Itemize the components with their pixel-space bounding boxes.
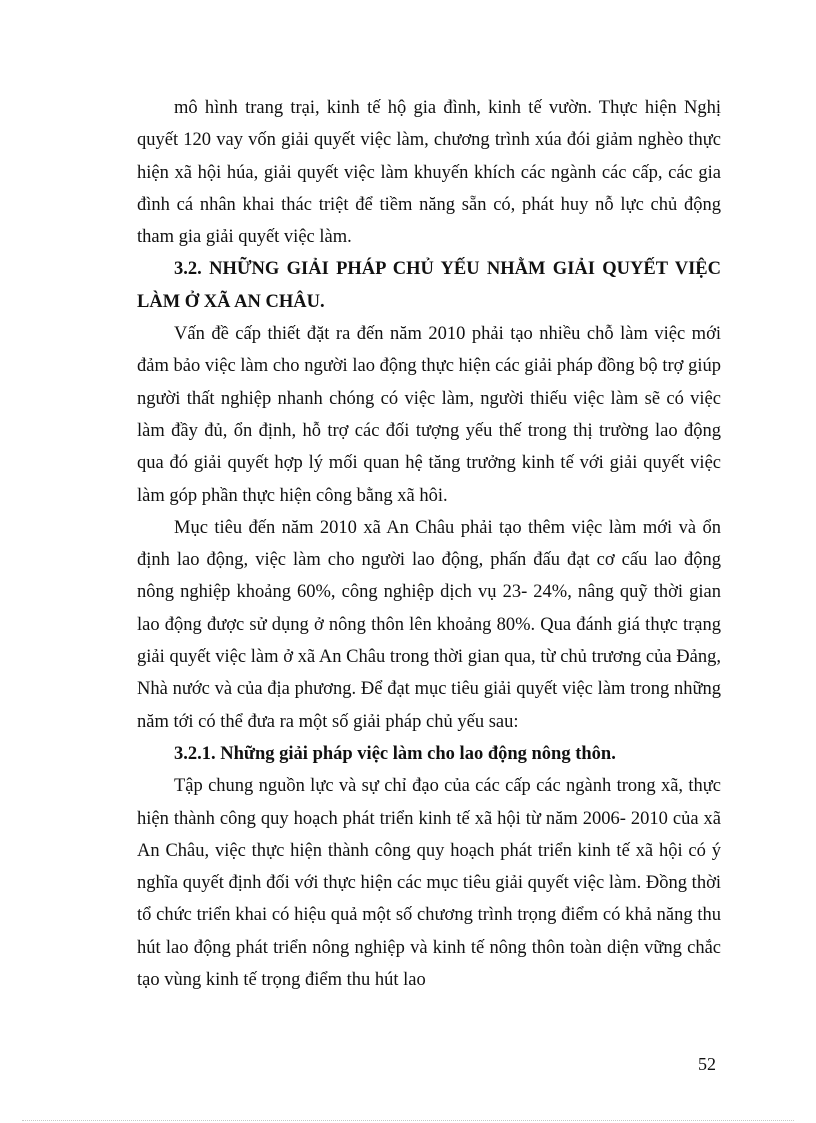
paragraph-intro: mô hình trang trại, kinh tế hộ gia đình, kinh tế vườn. Thực hiện Nghị quyết 120 vay vốn giải quyết việc làm, chương trình xúa đói giảm nghèo thực hiện xã hội húa, giải quyết việc làm khuyến khích các ngành các cấp, các gia đình cá nhân khai thác triệt để tiềm năng sẵn có, phát huy nỗ lực chủ động tham gia giải quyết việc làm. xyxy=(137,98,721,248)
page-number: 52 xyxy=(698,1054,716,1074)
paragraph-target-2010: Mục tiêu đến năm 2010 xã An Châu phải tạo thêm việc làm mới và ổn định lao động, việc làm cho người lao động, phấn đấu đạt cơ cấu lao động nông nghiệp khoảng 60%, công nghiệp dịch vụ 23- 24%, nâng quỹ thời gian lao động được sử dụng ở nông thôn lên khoảng 80%. Qua đánh giá thực trạng giải quyết việc làm ở xã An Châu trong thời gian qua, từ chủ trương của Đảng, Nhà nước và của địa phương. Để đạt mục tiêu giải quyết việc làm trong những năm tới có thể đưa ra một số giải pháp chủ yếu sau: xyxy=(137,517,721,732)
section-heading-3-2: 3.2. NHỮNG GIẢI PHÁP CHỦ YẾU NHẰM GIẢI QUYẾT VIỆC LÀM Ở XÃ AN CHÂU. xyxy=(137,259,721,312)
footer-divider xyxy=(22,1120,794,1121)
paragraph-resources: Tập chung nguồn lực và sự chỉ đạo của các cấp các ngành trong xã, thực hiện thành công quy hoạch phát triển kinh tế xã hội từ năm 2006- 2010 của xã An Châu, việc thực hiện thành công quy hoạch phát triển kinh tế xã hội có ý nghĩa quyết định đối với thực hiện các mục tiêu giải quyết việc làm. Đồng thời tổ chức triển khai có hiệu quả một số chương trình trọng điểm có khả năng thu hút lao động phát triển nông nghiệp và kinh tế nông thôn toàn diện vững chắc tạo vùng kinh tế trọng điểm thu hút lao xyxy=(137,776,721,991)
subsection-heading-3-2-1: 3.2.1. Những giải pháp việc làm cho lao động nông thôn. xyxy=(174,743,616,764)
paragraph-urgent-issue: Vấn đề cấp thiết đặt ra đến năm 2010 phải tạo nhiều chỗ làm việc mới đảm bảo việc làm cho người lao động thực hiện các giải pháp đồng bộ trợ giúp người thất nghiệp nhanh chóng có việc làm, người thiếu việc làm sẽ có việc làm đầy đủ, ổn định, hỗ trợ các đối tượng yếu thế trong thị trường lao động qua đó giải quyết hợp lý mối quan hệ tăng trưởng kinh tế với giải quyết việc làm góp phần thực hiện công bằng xã hôi. xyxy=(137,324,721,506)
document-body xyxy=(137,92,721,996)
